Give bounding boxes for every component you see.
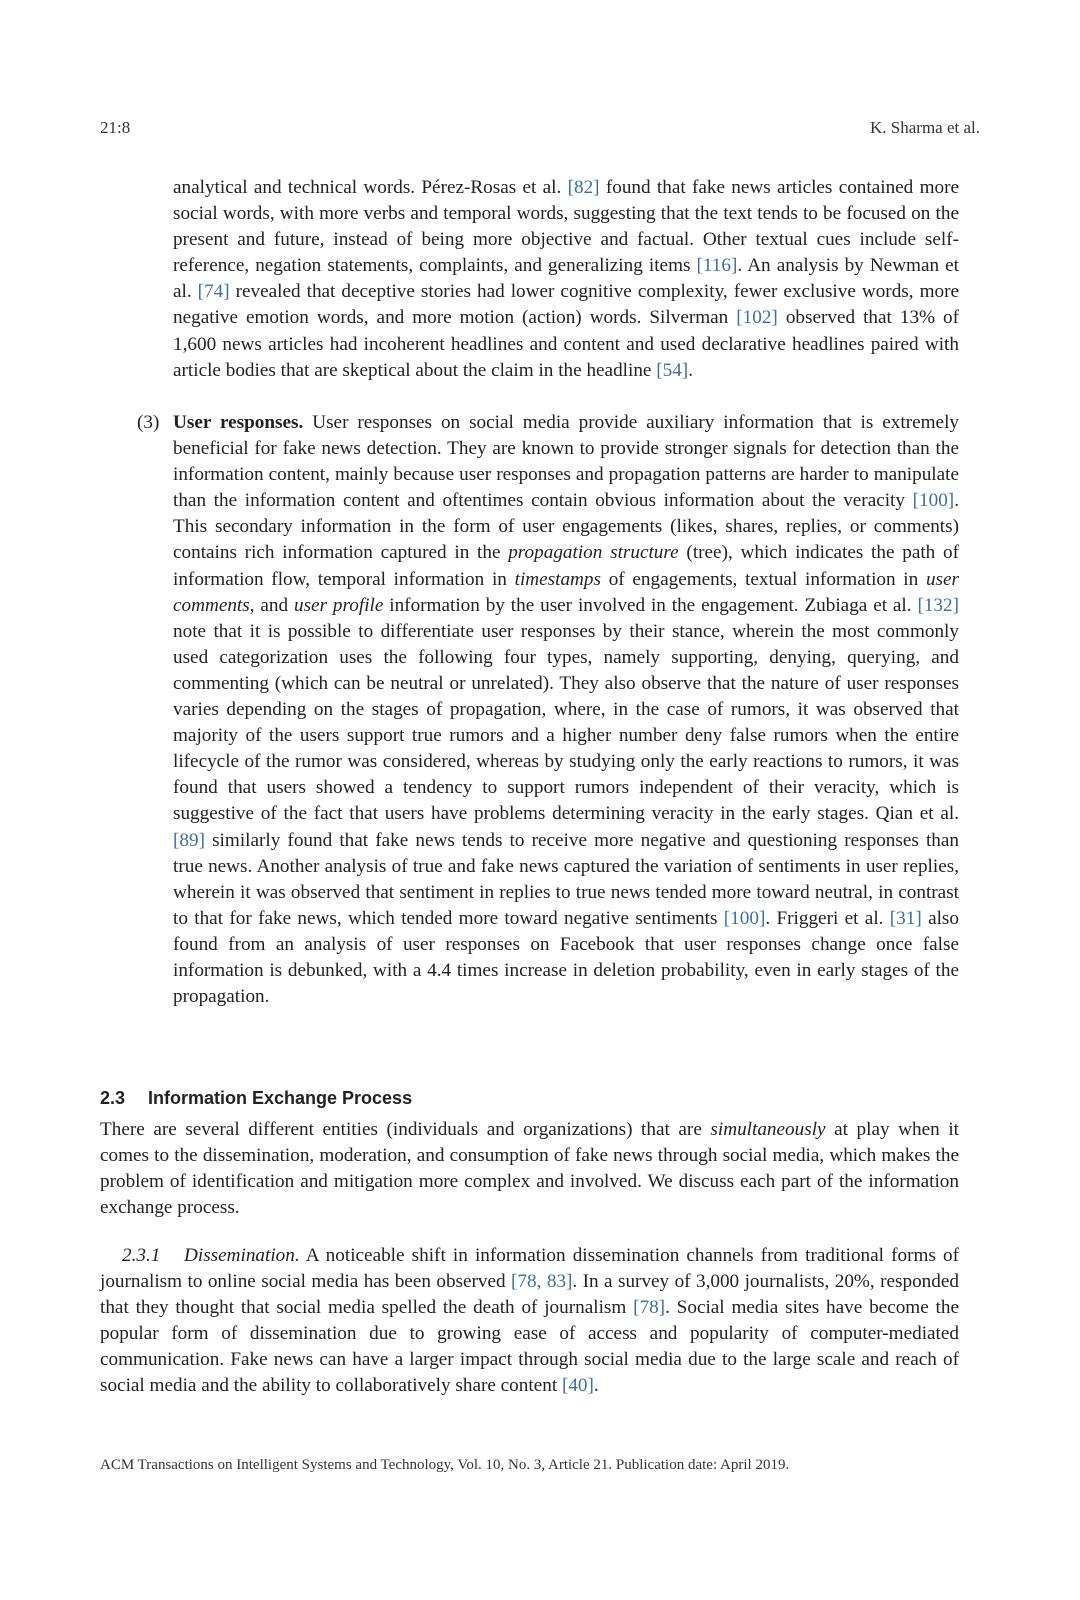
citation-link[interactable]: [74] (197, 281, 230, 303)
section-information-exchange (100, 1088, 959, 1221)
list-item-user-responses (137, 410, 959, 1010)
text-run: User responses on social media provide auxiliary information that is extremely beneficial for fake news detection. They are known to provide stronger signals for detection than the information content, mainly because user responses and propagation patterns are harder to manipulate than the information content and oftentimes contain obvious information about the veracity (173, 412, 959, 512)
citation-link[interactable]: [89] (173, 829, 205, 851)
text-run: of engagements, textual information in (600, 568, 926, 590)
citation-link[interactable]: [100] (912, 490, 955, 512)
text-run: . Social media sites have become the popular form of dissemination due to growing ease of access and popularity of computer-mediated communication. Fake news can have a larger impact through social media due to the large scale and reach of social media and the ability to collaboratively share content (100, 1297, 959, 1397)
list-item-title: User responses. (173, 412, 304, 433)
text-run: also found from an analysis of user responses on Facebook that user responses change once false information is debunked, with a 4.4 times increase in deletion probability, even in early stages of the propagation. (173, 907, 959, 1008)
citation-link[interactable]: [100] (723, 907, 766, 929)
subsection-dissemination (100, 1243, 959, 1400)
citation-link[interactable]: [116] (696, 255, 738, 277)
text-run: . In a survey of 3,000 journalists, 20%, responded that they thought that social media spelled the death of journalism (100, 1271, 959, 1319)
section-heading (100, 1088, 959, 1109)
text-run: (tree), which indicates the path of information flow, temporal information in (173, 542, 959, 590)
section-title: Information Exchange Process (148, 1088, 413, 1108)
citation-link[interactable]: [78] (633, 1297, 666, 1319)
page-footer: ACM Transactions on Intelligent Systems and Technology, Vol. 10, No. 3, Article 21. Publication date: April 2019. (100, 1457, 790, 1473)
list-item-content (173, 410, 959, 1010)
emphasis: timestamps (514, 568, 601, 590)
text-run: at play when it comes to the dissemination, moderation, and consumption of fake news through social media, which makes the problem of identification and mitigation more complex and involved. We discuss each part of the information exchange process. (100, 1119, 959, 1219)
text-run: , and (249, 594, 294, 616)
text-run: A noticeable shift in information dissemination channels from traditional forms of journalism to online social media has been observed (100, 1245, 959, 1293)
list-item-number: (3) (137, 412, 160, 433)
text-run: revealed that deceptive stories had lower cognitive complexity, fewer exclusive words, more negative emotion words, and more motion (action) words. Silverman (173, 281, 959, 329)
text-run: . An analysis by Newman et al. (173, 255, 959, 303)
text-run: information by the user involved in the engagement. Zubiaga et al. (383, 594, 918, 616)
running-header (100, 118, 980, 142)
citation-link[interactable]: [102] (736, 307, 778, 329)
text-run: analytical and technical words. Pérez-Rosas et al. (173, 177, 568, 198)
running-authors: K. Sharma et al. (870, 118, 980, 137)
text-run: found that fake news articles contained more social words, with more verbs and temporal words, suggesting that the text tends to be focused on the present and future, instead of being more objective and factual. Other textual cues include self-reference, negation statements, complaints, and generalizing items (173, 177, 959, 277)
citation-link[interactable]: [31] (889, 907, 922, 929)
citation-link[interactable]: [54] (656, 359, 689, 381)
subsection-title: Dissemination. (184, 1245, 300, 1266)
citation-link[interactable]: [82] (567, 177, 600, 198)
text-run: . (688, 359, 693, 381)
citation-link[interactable]: [40] (561, 1375, 594, 1397)
subsection-number: 2.3.1 (122, 1245, 161, 1266)
citation-link[interactable]: [132] (917, 594, 959, 616)
text-run: note that it is possible to differentiate user responses by their stance, wherein the most commonly used categorization uses the following four types, namely supporting, denying, querying, and commenting (which can be neutral or unrelated). They also observe that the nature of user responses varies depending on the stages of propagation, where, in the case of rumors, it was observed that majority of the users support true rumors and a higher number deny false rumors when the entire lifecycle of the rumor was considered, whereas by studying only the early reactions to rumors, it was found that users showed a tendency to support rumors independent of their veracity, which is suggestive of the fact that users have problems determining veracity in the early stages. Qian et al. (173, 620, 959, 825)
text-run: observed that 13% of 1,600 news articles had incoherent headlines and content and used declarative headlines paired with article bodies that are skeptical about the claim in the headline (173, 307, 959, 381)
emphasis: user profile (294, 594, 384, 616)
section-paragraph (100, 1117, 959, 1221)
text-run: . Friggeri et al. (765, 907, 890, 929)
emphasis: user comments (173, 568, 959, 616)
emphasis: simultaneously (710, 1119, 826, 1140)
citation-link[interactable]: [78, 83] (511, 1271, 573, 1293)
emphasis: propagation structure (508, 542, 679, 564)
text-run: . (593, 1375, 599, 1397)
text-run: similarly found that fake news tends to receive more negative and questioning responses than true news. Another analysis of true and fake news captured the variation of sentiments in user replies, wherein it was observed that sentiment in replies to true news tended more toward neutral, in contrast to that for fake news, which tended more toward negative sentiments (173, 829, 959, 929)
text-run: There are several different entities (individuals and organizations) that are (100, 1119, 711, 1140)
continued-paragraph (173, 175, 959, 384)
section-number: 2.3 (100, 1088, 126, 1108)
text-run: . This secondary information in the form of user engagements (likes, shares, replies, or comments) contains rich information captured in the (173, 490, 959, 564)
page-number: 21:8 (100, 118, 131, 137)
